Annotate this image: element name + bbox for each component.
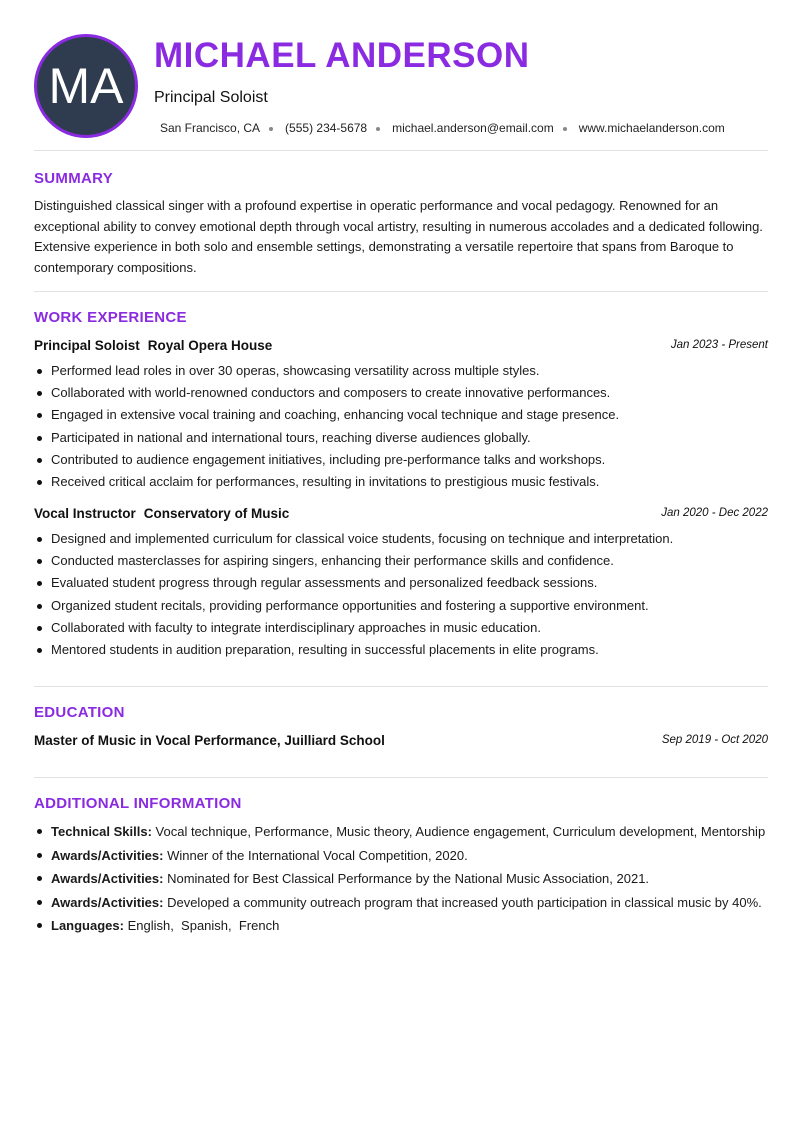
job-company: Conservatory of Music [143, 506, 290, 521]
list-item: Received critical acclaim for performances, resulting in invitations to prestigious music festivals. [34, 471, 768, 493]
list-item [34, 846, 768, 865]
item-label: Languages: [51, 918, 124, 933]
list-item: Performed lead roles in over 30 operas, showcasing versatility across multiple styles. [34, 360, 768, 382]
item-label: Technical Skills: [51, 824, 152, 839]
divider [34, 291, 768, 292]
education-heading: EDUCATION [34, 704, 125, 721]
contact-email[interactable]: michael.anderson@email.com [392, 121, 554, 135]
list-item: Evaluated student progress through regular assessments and personalized feedback sessions. [34, 572, 768, 594]
candidate-role: Principal Soloist [154, 89, 268, 106]
list-item [34, 869, 768, 888]
contact-line [160, 121, 725, 135]
job-bullet-list [34, 528, 768, 661]
list-item: Designed and implemented curriculum for classical voice students, focusing on technique and interpretation. [34, 528, 768, 550]
list-item: Contributed to audience engagement initiatives, including pre-performance talks and workshops. [34, 449, 768, 471]
avatar [34, 34, 138, 138]
education-entry [34, 733, 768, 751]
item-text: Developed a community outreach program that increased youth participation in classical music by 40%. [163, 894, 762, 910]
job-title: Vocal Instructor [34, 506, 136, 521]
item-text: Winner of the International Vocal Competition, 2020. [163, 847, 468, 863]
job-header [34, 338, 768, 356]
list-item [34, 893, 768, 912]
work-experience-heading: WORK EXPERIENCE [34, 309, 187, 326]
job-title-line [34, 506, 289, 521]
list-item [34, 916, 768, 935]
summary-text: Distinguished classical singer with a profound expertise in operatic performance and vocal pedagogy. Renowned for an exceptional ability to convey emotional depth through vocal artistry, resulting in numerous accolades and a dedicated following. Extensive experience in both solo and ensemble settings, demonstrating a versatile repertoire that spans from Baroque to contemporary compositions. [34, 198, 763, 275]
separator-dot-icon [376, 127, 380, 131]
item-text: English, Spanish, French [123, 918, 280, 933]
job-header [34, 506, 768, 524]
item-label: Awards/Activities: [51, 847, 164, 863]
job-title: Principal Soloist [34, 338, 140, 353]
contact-website[interactable]: www.michaelanderson.com [578, 121, 725, 135]
contact-location: San Francisco, CA [160, 121, 261, 135]
list-item: Organized student recitals, providing performance opportunities and fostering a supportive environment. [34, 595, 768, 617]
item-text: Nominated for Best Classical Performance by the National Music Association, 2021. [163, 871, 650, 886]
separator-dot-icon [563, 127, 567, 131]
job-company: Royal Opera House [147, 338, 273, 353]
list-item: Conducted masterclasses for aspiring singers, enhancing their performance skills and confidence. [34, 550, 768, 572]
list-item [34, 822, 768, 841]
list-item: Participated in national and international tours, reaching diverse audiences globally. [34, 427, 768, 449]
list-item: Collaborated with faculty to integrate interdisciplinary approaches in music education. [34, 617, 768, 639]
list-item: Mentored students in audition preparation, resulting in successful placements in elite programs. [34, 639, 768, 661]
resume-header [34, 34, 768, 138]
contact-phone[interactable]: (555) 234-5678 [285, 121, 368, 135]
education-degree: Master of Music in Vocal Performance, Juilliard School [34, 733, 385, 748]
list-item: Collaborated with world-renowned conductors and composers to create innovative performances. [34, 382, 768, 404]
job-date: Jan 2023 - Present [670, 339, 768, 351]
divider [34, 686, 768, 687]
additional-info-list [34, 822, 768, 940]
job-bullet-list [34, 360, 768, 493]
divider [34, 777, 768, 778]
item-text: Vocal technique, Performance, Music theory, Audience engagement, Curriculum development, Mentorship [151, 824, 766, 839]
avatar-initials: MA [48, 58, 124, 114]
summary-heading: SUMMARY [34, 170, 114, 187]
job-date: Jan 2020 - Dec 2022 [661, 507, 768, 519]
separator-dot-icon [269, 127, 273, 131]
item-label: Awards/Activities: [51, 871, 164, 886]
item-label: Awards/Activities: [51, 894, 164, 910]
additional-info-heading: ADDITIONAL INFORMATION [34, 795, 242, 812]
candidate-name: MICHAEL ANDERSON [154, 36, 530, 75]
education-date: Sep 2019 - Oct 2020 [661, 734, 768, 746]
job-title-line [34, 338, 272, 353]
divider [34, 150, 768, 151]
list-item: Engaged in extensive vocal training and coaching, enhancing vocal technique and stage presence. [34, 404, 768, 426]
